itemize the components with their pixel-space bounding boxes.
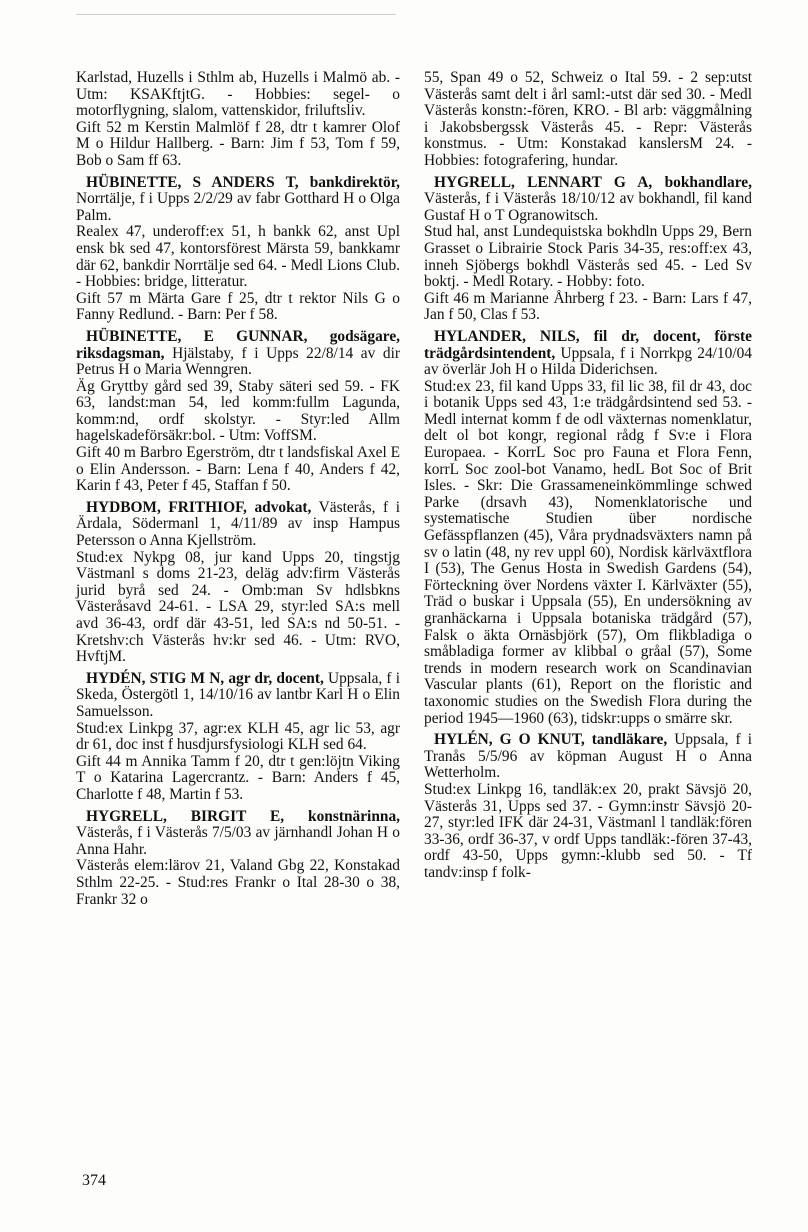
entry-name: HYDÉN, STIG M N, [86, 669, 225, 687]
entry-heading [76, 809, 400, 859]
entry-hubinette-anders [76, 175, 400, 324]
entry-heading [424, 732, 752, 782]
entry-text: Gift 44 m Annika Tamm f 20, dtr t gen:löjtn Viking T o Katarina Lagercrantz. - Barn: Anders f 45, Charlotte f 48, Martin f 53. [76, 752, 400, 803]
entry-heading [76, 671, 400, 721]
entry-intro: Norrtälje, f i Upps 2/2/29 av fabr Gotthard H o Olga Palm. [76, 190, 400, 224]
entry-hygrell-lennart [424, 175, 752, 324]
entry-intro: Uppsala, f i Skeda, Östergötl 1, 14/10/16 av lantbr Karl H o Elin Samuelsson. [76, 669, 400, 720]
entry-title: godsägare, riksdagsman, [76, 327, 400, 362]
entry-name: HÜBINETTE, E GUNNAR, [86, 327, 308, 345]
entry-hygrell-birgit [76, 809, 400, 909]
entry-intro: Uppsala, f i Norrkpg 24/10/04 av överlär Joh H o Hilda Diderichsen. [424, 344, 752, 379]
entry-continuation-left [76, 70, 400, 170]
entry-text: Stud hal, anst Lundequistska bokhdln Upps 29, Bern Grasset o Librairie Stock Paris 34-35, res:off:ex 43, inneh Sjöbergs bokhdl Västerås sed 45. - Led Sv boktj. - Medl Rotary. - Hobby: foto. [424, 223, 752, 291]
entry-title: advokat, [254, 498, 312, 516]
entry-heading [76, 175, 400, 225]
entry-heading [76, 500, 400, 550]
entry-name: HYLÉN, G O KNUT, [434, 731, 585, 749]
entry-title: konstnärinna, [308, 807, 400, 825]
entry-heading [76, 329, 400, 379]
entry-title: agr dr, docent, [228, 669, 324, 687]
entry-text: Gift 57 m Märta Gare f 25, dtr t rektor Nils G o Fanny Redlund. - Barn: Per f 58. [76, 289, 400, 324]
entry-hylen-knut [424, 732, 752, 881]
entry-intro: Hjälstaby, f i Upps 22/8/14 av dir Petrus H o Maria Wenngren. [76, 344, 400, 379]
entry-intro: Västerås, f i Västerås 7/5/03 av järnhandl Johan H o Anna Hahr. [76, 824, 400, 858]
entry-hydbom-frithiof [76, 500, 400, 666]
entry-heading [424, 329, 752, 379]
entry-title: bokhandlare, [664, 173, 752, 191]
left-column [76, 70, 400, 913]
entry-text: Gift 46 m Marianne Åhrberg f 23. - Barn: Lars f 47, Jan f 50, Clas f 53. [424, 289, 752, 324]
entry-title: fil dr, docent, förste trädgårdsintendent, [424, 327, 752, 362]
entry-text: Karlstad, Huzells i Sthlm ab, Huzells i Malmö ab. - Utm: KSAKftjtG. - Hobbies: segel- o motorflygning, slalom, vattenskidor, friluftsliv. [76, 69, 400, 120]
entry-text: Stud:ex Linkpg 16, tandläk:ex 20, prakt Sävsjö 20, Västerås 31, Upps sed 37. - Gymn:instr Sävsjö 20-27, styr:led IFK där 24-31, Västmanl l tandläk:fören 33-36, ordf 36-37, v ordf Upps tandläk:-fören 37-43, ordf 43-50, Upps gymn:-klubb sed 50. - Tf tandv:insp f folk- [424, 780, 752, 881]
entry-text: Gift 52 m Kerstin Malmlöf f 28, dtr t kamrer Olof M o Hildur Hallberg. - Barn: Jim f 53, Tom f 59, Bob o Sam ff 63. [76, 118, 400, 169]
entry-text: Stud:ex 23, fil kand Upps 33, fil lic 38, fil dr 43, doc i botanik Upps sed 43, 1:e trädgårdsintend sed 53. - Medl internat komm f de odl växternas nomenklatur, delt ol bot kongr, regional rådg f Sv:e i Flora Europaea. - KorrL Soc pro Fauna et Flora Fenn, korrL Soc zool-bot Vanamo, hedL Bot Soc of Brit Isles. - Skr: Die Grassameneinkömmlinge schwed Parke (drsavh 43), Nomenklatorische und systematische Studien über nordische Gefässpflanzen (45), Våra prydnadsväxters namn på sv o latin (48, ny rev uppl 60), Nordisk kärlväxtflora I (53), The Genus Hosta in Swedish Gardens (54), Förteckning över Nordens växter I. Kärlväxter (55), Träd o buskar i Uppsala (55), En undersökning av granhäckarna i Uppsala botaniska trädgård (57), Falsk o äkta Ornäsbjörk (57), Om flikbladiga o småbladiga former av klibbal o gråal (57), Some trends in modern research work on Scandinavian Vascular plants (61), Report on the floristic and taxonomic studies on the Swedish Flora during the period 1945—1960 (63), tidskr:upps o smärre skr. [424, 377, 752, 727]
entry-name: HYLANDER, NILS, [434, 327, 580, 345]
right-column [424, 70, 752, 887]
entry-hyden-stig [76, 671, 400, 804]
entry-text: 55, Span 49 o 52, Schweiz o Ital 59. - 2 sep:utst Västerås samt delt i årl saml:-utst där sed 30. - Medl Västerås konstn:-fören, KRO. - Bl arb: väggmålning i Jakobsbergssk Västerås 45. - Repr: Västerås konstmus. - Utm: Konstakad kanslersM 24. - Hobbies: fotografering, hundar. [424, 69, 752, 169]
entry-text: Stud:ex Nykpg 08, jur kand Upps 20, tingstjg Västmanl s doms 21-23, deläg adv:firm Västerås jurid byrå sed 24. - Omb:man Sv hdlsbkns Västeråsavd 24-61. - LSA 29, styr:led SA:s mell avd 36-43, ordf där 43-51, led SA:s nd 50-51. - Kretshv:ch Västerås hv:kr sed 46. - Utm: RVO, HvftjM. [76, 548, 400, 666]
entry-text: Stud:ex Linkpg 37, agr:ex KLH 45, agr lic 53, agr dr 61, doc inst f husdjursfysiologi KLH sed 64. [76, 719, 400, 754]
entry-intro: Uppsala, f i Tranås 5/5/96 av köpman August H o Anna Wetterholm. [424, 731, 752, 782]
entry-name: HÜBINETTE, S ANDERS T, [86, 173, 299, 191]
entry-name: HYDBOM, FRITHIOF, [86, 498, 247, 516]
entry-name: HYGRELL, LENNART G A, [434, 173, 653, 191]
entry-text: Gift 40 m Barbro Egerström, dtr t landsfiskal Axel E o Elin Andersson. - Barn: Lena f 40, Anders f 42, Karin f 43, Peter f 45, Staffan f 50. [76, 444, 400, 495]
entry-title: bankdirektör, [309, 173, 400, 191]
entry-title: tandläkare, [591, 731, 668, 749]
entry-hylander-nils [424, 329, 752, 727]
entry-hubinette-gunnar [76, 329, 400, 495]
entry-intro: Västerås, f i Västerås 18/10/12 av bokhandl, fil kand Gustaf H o T Ogranowitsch. [424, 190, 752, 224]
entry-text: Äg Gryttby gård sed 39, Staby säteri sed 59. - FK 63, landst:man 54, led komm:fullm Lagunda, komm:nd, ordf skolstyr. - Styr:led Allm hagelskadeförsäkr:bol. - Utm: VoffSM. [76, 377, 400, 445]
entry-intro: Västerås, f i Ärdala, Södermanl 1, 4/11/89 av insp Hampus Petersson o Anna Kjellström. [76, 498, 400, 550]
entry-text: Realex 47, underoff:ex 51, h bankk 62, anst Upl ensk bk sed 47, kontorsförest Märsta 59, bankkamr där 62, bankdir Norrtälje sed 64. - Medl Lions Club. - Hobbies: bridge, litteratur. [76, 223, 400, 291]
entry-heading [424, 175, 752, 225]
entry-text: Västerås elem:lärov 21, Valand Gbg 22, Konstakad Sthlm 22-25. - Stud:res Frankr o Ital 28-30 o 38, Frankr 32 o [76, 857, 400, 908]
entry-name: HYGRELL, BIRGIT E, [86, 807, 285, 825]
entry-continuation-right [424, 70, 752, 170]
top-rule [76, 14, 396, 15]
page-number: 374 [82, 1172, 106, 1189]
